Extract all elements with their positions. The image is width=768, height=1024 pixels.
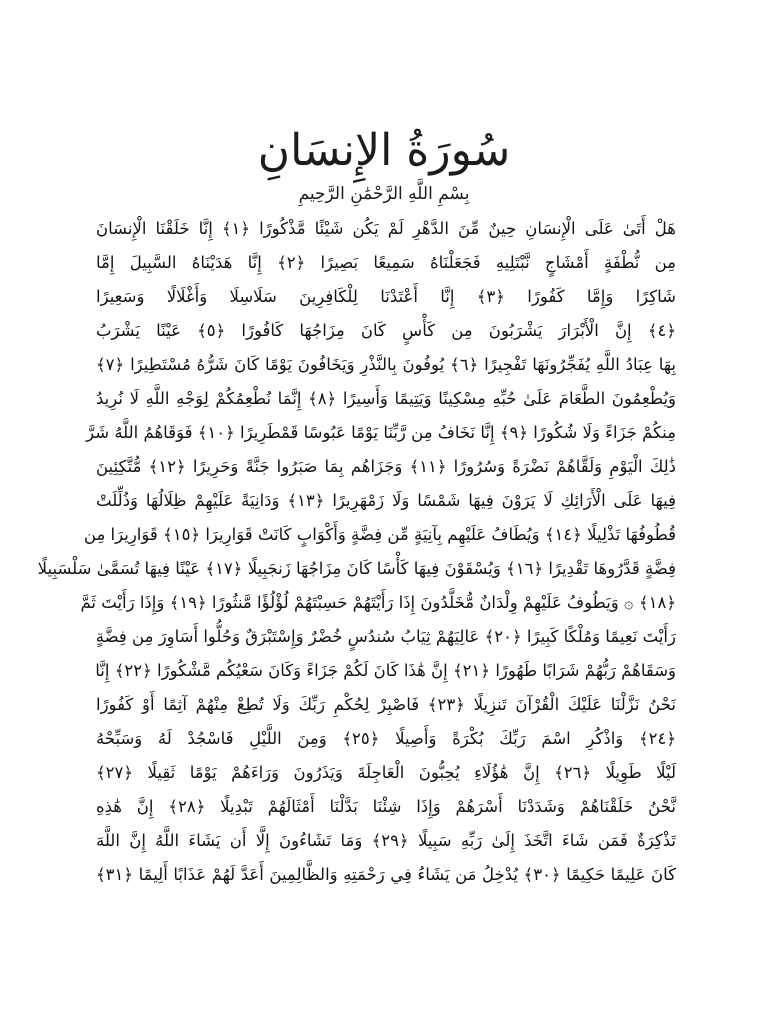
verses-block bbox=[37, 212, 676, 902]
verse-line: بِهَا عِبَادُ اللَّهِ يُفَجِّرُونَهَا تَفْجِيرًا ﴿٦﴾ يُوفُونَ بِالنَّذْرِ وَيَخَافُونَ يَوْمًا كَانَ شَرُّهُ مُسْتَطِيرًا ﴿٧﴾ bbox=[96, 355, 676, 374]
verse-line: شَاكِرًا وَإِمَّا كَفُورًا ﴿٣﴾ إِنَّا أَعْتَدْنَا لِلْكَافِرِينَ سَلَاسِلَا وَأَغْلَالًا وَسَعِيرًا bbox=[96, 287, 676, 306]
verse-line: وَيُطْعِمُونَ الطَّعَامَ عَلَىٰ حُبِّهِ مِسْكِينًا وَيَتِيمًا وَأَسِيرًا ﴿٨﴾ إِنَّمَا نُطْعِمُكُمْ لِوَجْهِ اللَّهِ لَا نُرِيدُ bbox=[96, 389, 676, 408]
verse-line: مِن نُّطْفَةٍ أَمْشَاجٍ نَّبْتَلِيهِ فَجَعَلْنَاهُ سَمِيعًا بَصِيرًا ﴿٢﴾ إِنَّا هَدَيْنَاهُ السَّبِيلَ إِمَّا bbox=[96, 253, 676, 272]
basmala: بِسْمِ اللَّهِ الرَّحْمَٰنِ الرَّحِيمِ bbox=[298, 184, 470, 204]
verse-line: نَّحْنُ خَلَقْنَاهُمْ وَشَدَدْنَا أَسْرَهُمْ وَإِذَا شِئْنَا بَدَّلْنَا أَمْثَالَهُمْ تَبْدِيلًا ﴿٢٨﴾ إِنَّ هَٰذِهِ bbox=[96, 797, 676, 816]
verse-line: تَذْكِرَةٌ فَمَن شَاءَ اتَّخَذَ إِلَىٰ رَبِّهِ سَبِيلًا ﴿٢٩﴾ وَمَا تَشَاءُونَ إِلَّا أَن يَشَاءَ اللَّهُ إِنَّ اللَّهَ bbox=[96, 831, 676, 850]
verse-line: نَحْنُ نَزَّلْنَا عَلَيْكَ الْقُرْآنَ تَنزِيلًا ﴿٢٣﴾ فَاصْبِرْ لِحُكْمِ رَبِّكَ وَلَا تُطِعْ مِنْهُمْ آثِمًا أَوْ كَفُورًا bbox=[96, 695, 676, 714]
verse-line: رَأَيْتَ نَعِيمًا وَمُلْكًا كَبِيرًا ﴿٢٠﴾ عَالِيَهُمْ ثِيَابُ سُندُسٍ خُضْرٌ وَإِسْتَبْرَقٌ وَحُلُّوا أَسَاوِرَ مِن فِضَّةٍ bbox=[95, 627, 676, 646]
verse-line: ﴿٢٤﴾ وَاذْكُرِ اسْمَ رَبِّكَ بُكْرَةً وَأَصِيلًا ﴿٢٥﴾ وَمِنَ اللَّيْلِ فَاسْجُدْ لَهُ وَسَبِّحْهُ bbox=[96, 729, 676, 748]
surah-title: سُورَةُ الإِنسَانِ bbox=[257, 125, 511, 176]
verse-line: ﴿٤﴾ إِنَّ الْأَبْرَارَ يَشْرَبُونَ مِن كَأْسٍ كَانَ مِزَاجُهَا كَافُورًا ﴿٥﴾ عَيْنًا يَشْرَبُ bbox=[96, 321, 676, 340]
verse-line: مِنكُمْ جَزَاءً وَلَا شُكُورًا ﴿٩﴾ إِنَّا نَخَافُ مِن رَّبِّنَا يَوْمًا عَبُوسًا قَمْطَرِيرًا ﴿١٠﴾ فَوَقَاهُمُ اللَّهُ شَرَّ bbox=[86, 423, 676, 442]
verse-line: هَلْ أَتَىٰ عَلَى الْإِنسَانِ حِينٌ مِّنَ الدَّهْرِ لَمْ يَكُن شَيْئًا مَّذْكُورًا ﴿١﴾ إِنَّا خَلَقْنَا الْإِنسَانَ bbox=[96, 219, 676, 238]
verse-line: فِضَّةٍ قَدَّرُوهَا تَقْدِيرًا ﴿١٦﴾ وَيُسْقَوْنَ فِيهَا كَأْسًا كَانَ مِزَاجُهَا زَنجَبِيلًا ﴿١٧﴾ عَيْنًا فِيهَا تُسَمَّىٰ سَلْسَبِيلًا bbox=[37, 559, 676, 578]
verse-line: ذَٰلِكَ الْيَوْمِ وَلَقَّاهُمْ نَضْرَةً وَسُرُورًا ﴿١١﴾ وَجَزَاهُم بِمَا صَبَرُوا جَنَّةً وَحَرِيرًا ﴿١٢﴾ مُّتَّكِئِينَ bbox=[96, 457, 676, 476]
verse-line: كَانَ عَلِيمًا حَكِيمًا ﴿٣٠﴾ يُدْخِلُ مَن يَشَاءُ فِي رَحْمَتِهِ وَالظَّالِمِينَ أَعَدَّ لَهُمْ عَذَابًا أَلِيمًا ﴿٣١﴾ bbox=[96, 865, 676, 884]
verse-line: وَسَقَاهُمْ رَبُّهُمْ شَرَابًا طَهُورًا ﴿٢١﴾ إِنَّ هَٰذَا كَانَ لَكُمْ جَزَاءً وَكَانَ سَعْيُكُم مَّشْكُورًا ﴿٢٢﴾ إِنَّا bbox=[95, 661, 676, 680]
verse-line: فِيهَا عَلَى الْأَرَائِكِ لَا يَرَوْنَ فِيهَا شَمْسًا وَلَا زَمْهَرِيرًا ﴿١٣﴾ وَدَانِيَةً عَلَيْهِمْ ظِلَالُهَا وَذُلِّلَتْ bbox=[96, 491, 676, 510]
verse-line: قُطُوفُهَا تَذْلِيلًا ﴿١٤﴾ وَيُطَافُ عَلَيْهِم بِآنِيَةٍ مِّن فِضَّةٍ وَأَكْوَابٍ كَانَتْ قَوَارِيرَا ﴿١٥﴾ قَوَارِيرَا مِن bbox=[83, 525, 676, 544]
verse-line: لَيْلًا طَوِيلًا ﴿٢٦﴾ إِنَّ هَٰؤُلَاءِ يُحِبُّونَ الْعَاجِلَةَ وَيَذَرُونَ وَرَاءَهُمْ يَوْمًا ثَقِيلًا ﴿٢٧﴾ bbox=[96, 763, 676, 782]
verse-line: ﴿١٨﴾ ۞ وَيَطُوفُ عَلَيْهِمْ وِلْدَانٌ مُّخَلَّدُونَ إِذَا رَأَيْتَهُمْ حَسِبْتَهُمْ لُؤْلُؤًا مَّنثُورًا ﴿١٩﴾ وَإِذَا رَأَيْتَ ثَمَّ bbox=[80, 593, 676, 612]
